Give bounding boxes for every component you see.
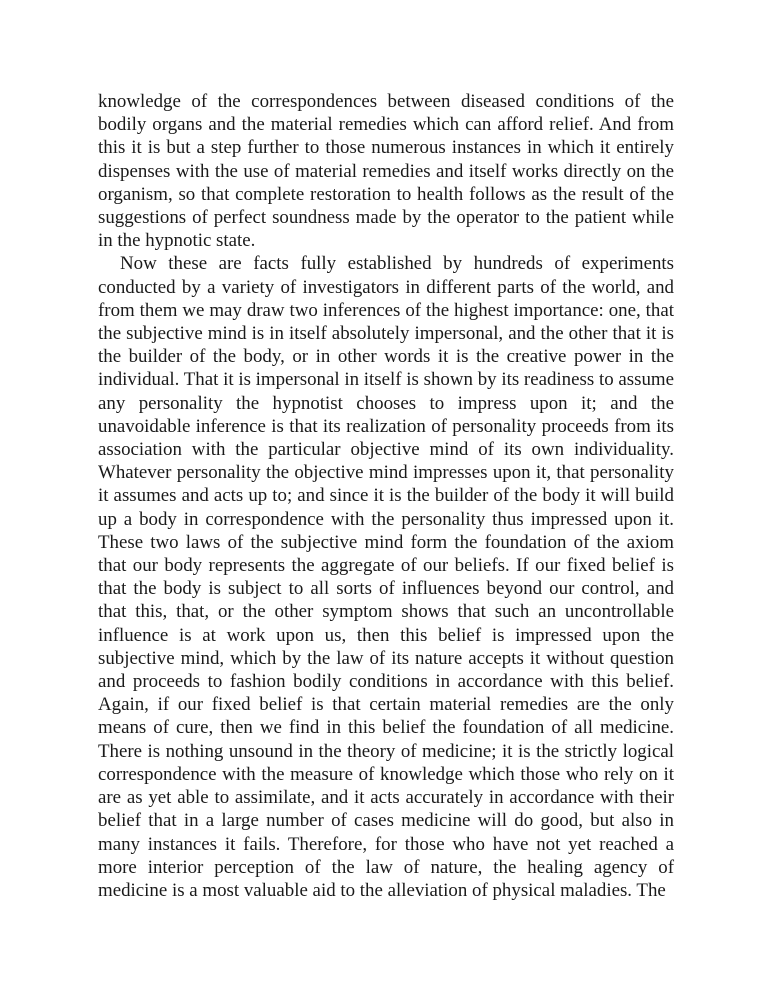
paragraph-continuation: knowledge of the correspondences between diseased conditions of the bodily organs and the material remedies which can afford relief. And from this it is but a step further to those numerous instances in which it entirely dispenses with the use of material remedies and itself works directly on the organism, so that complete restoration to health follows as the result of the suggestions of perfect soundness made by the operator to the patient while in the hypnotic state. bbox=[98, 91, 674, 252]
paragraph-main: Now these are facts fully established by hundreds of experiments conducted by a variety of investigators in different parts of the world, and from them we may draw two inferences of the highest importance: one, that the subjective mind is in itself absolutely impersonal, and the other that it is the builder of the body, or in other words it is the creative power in the individual. That it is impersonal in itself is shown by its readiness to assume any personality the hypnotist chooses to impress upon it; and the unavoidable inference is that its realization of personality proceeds from its association with the particular objective mind of its own individuality. Whatever personality the objective mind impresses upon it, that personality it assumes and acts up to; and since it is the builder of the body it will build up a body in correspondence with the personality thus impressed upon it. These two laws of the subjective mind form the foundation of the axiom that our body represents the aggregate of our beliefs. If our fixed belief is that the body is subject to all sorts of influences beyond our control, and that this, that, or the other symptom shows that such an uncontrollable influence is at work upon us, then this belief is impressed upon the subjective mind, which by the law of its nature accepts it without question and proceeds to fashion bodily conditions in accordance with this belief. Again, if our fixed belief is that certain material remedies are the only means of cure, then we find in this belief the foundation of all medicine. There is nothing unsound in the theory of medicine; it is the strictly logical correspondence with the measure of knowledge which those who rely on it are as yet able to assimilate, and it acts accurately in accordance with their belief that in a large number of cases medicine will do good, but also in many instances it fails. Therefore, for those who have not yet reached a more interior perception of the law of nature, the healing agency of medicine is a most valuable aid to the alleviation of physical maladies. The bbox=[98, 253, 674, 901]
page-body bbox=[98, 90, 674, 902]
